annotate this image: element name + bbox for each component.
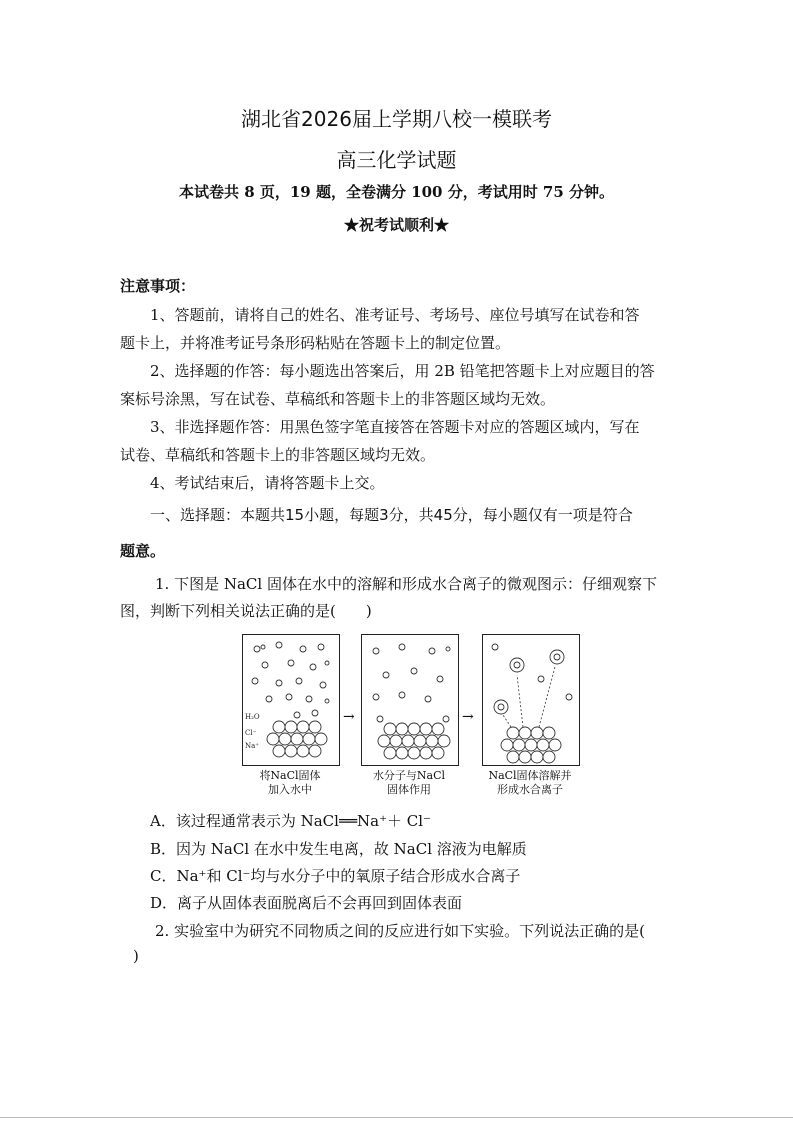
caption-line: 加入水中 [268, 783, 312, 796]
caption-line: 水分子与NaCl [372, 769, 446, 782]
exam-summary: 本试卷共 8 页，19 题，全卷满分 100 分，考试用时 75 分钟。 [178, 183, 615, 201]
label-sodium: Na⁺ [245, 742, 259, 750]
panel-interaction [361, 634, 459, 766]
option-a: A．该过程通常表示为 NaCl══Na⁺＋ Cl⁻ [150, 812, 431, 830]
notes-heading: 注意事项： [120, 277, 196, 295]
caption-line: 固体作用 [387, 783, 431, 796]
question-2-stem-cont: ) [133, 947, 139, 965]
question-1-stem: 1. 下图是 NaCl 固体在水中的溶解和形成水合离子的微观图示：仔细观察下 [155, 575, 657, 593]
note-line: 3、非选择题作答：用黑色签字笔直接答在答题卡对应的答题区域内，写在 [150, 418, 640, 436]
page-bottom-divider [0, 1117, 793, 1118]
option-d: D．离子从固体表面脱离后不会再回到固体表面 [150, 894, 463, 912]
arrow-icon: → [462, 709, 474, 725]
caption-line: 将NaCl固体 [259, 769, 321, 782]
section-heading [150, 504, 633, 525]
section-description-end: 题意。 [120, 542, 166, 560]
note-line: 案标号涂黑，写在试卷、草稿纸和答题卡上的非答题区域均无效。 [120, 390, 556, 408]
arrow-icon: → [343, 709, 355, 725]
option-c: C．Na⁺和 Cl⁻均与水分子中的氧原子结合形成水合离子 [150, 867, 521, 885]
caption-line: 形成水合离子 [497, 783, 563, 796]
note-line: 试卷、草稿纸和答题卡上的非答题区域均无效。 [120, 446, 436, 464]
exam-title: 湖北省2026届上学期八校一模联考 [241, 107, 552, 131]
caption-dissolved [480, 769, 580, 797]
question-1-stem-cont: 图，判断下列相关说法正确的是( ) [120, 602, 372, 620]
blessing-text: ★祝考试顺利★ [343, 216, 449, 234]
note-line: 2、选择题的作答：每小题选出答案后，用 2B 铅笔把答题卡上对应题目的答 [150, 362, 655, 380]
panel-dissolved [482, 634, 580, 766]
note-line: 4、考试结束后，请将答题卡上交。 [150, 474, 385, 492]
label-chloride: Cl⁻ [245, 729, 257, 737]
nacl-dissolution-figure [240, 634, 585, 804]
note-line: 1、答题前，请将自己的姓名、准考证号、考场号、座位号填写在试卷和答 [150, 306, 640, 324]
question-2-stem: 2. 实验室中为研究不同物质之间的反应进行如下实验。下列说法正确的是( [155, 922, 645, 940]
panel-before-drawing [243, 635, 339, 765]
section-label: 一、选择题： [150, 506, 241, 524]
panel-interaction-drawing [362, 635, 458, 765]
panel-dissolved-drawing [483, 635, 579, 765]
panel-before [242, 634, 340, 766]
caption-before [240, 769, 340, 797]
section-description: 本题共15小题，每题3分，共45分，每小题仅有一项是符合 [240, 506, 633, 524]
option-b: B．因为 NaCl 在水中发生电离，故 NaCl 溶液为电解质 [150, 840, 527, 858]
note-line: 题卡上，并将准考证号条形码粘贴在答题卡上的制定位置。 [120, 334, 511, 352]
label-water: H₂O [245, 713, 260, 721]
subject-title: 高三化学试题 [336, 148, 457, 172]
caption-line: NaCl固体溶解并 [488, 769, 572, 782]
caption-interaction [359, 769, 459, 797]
